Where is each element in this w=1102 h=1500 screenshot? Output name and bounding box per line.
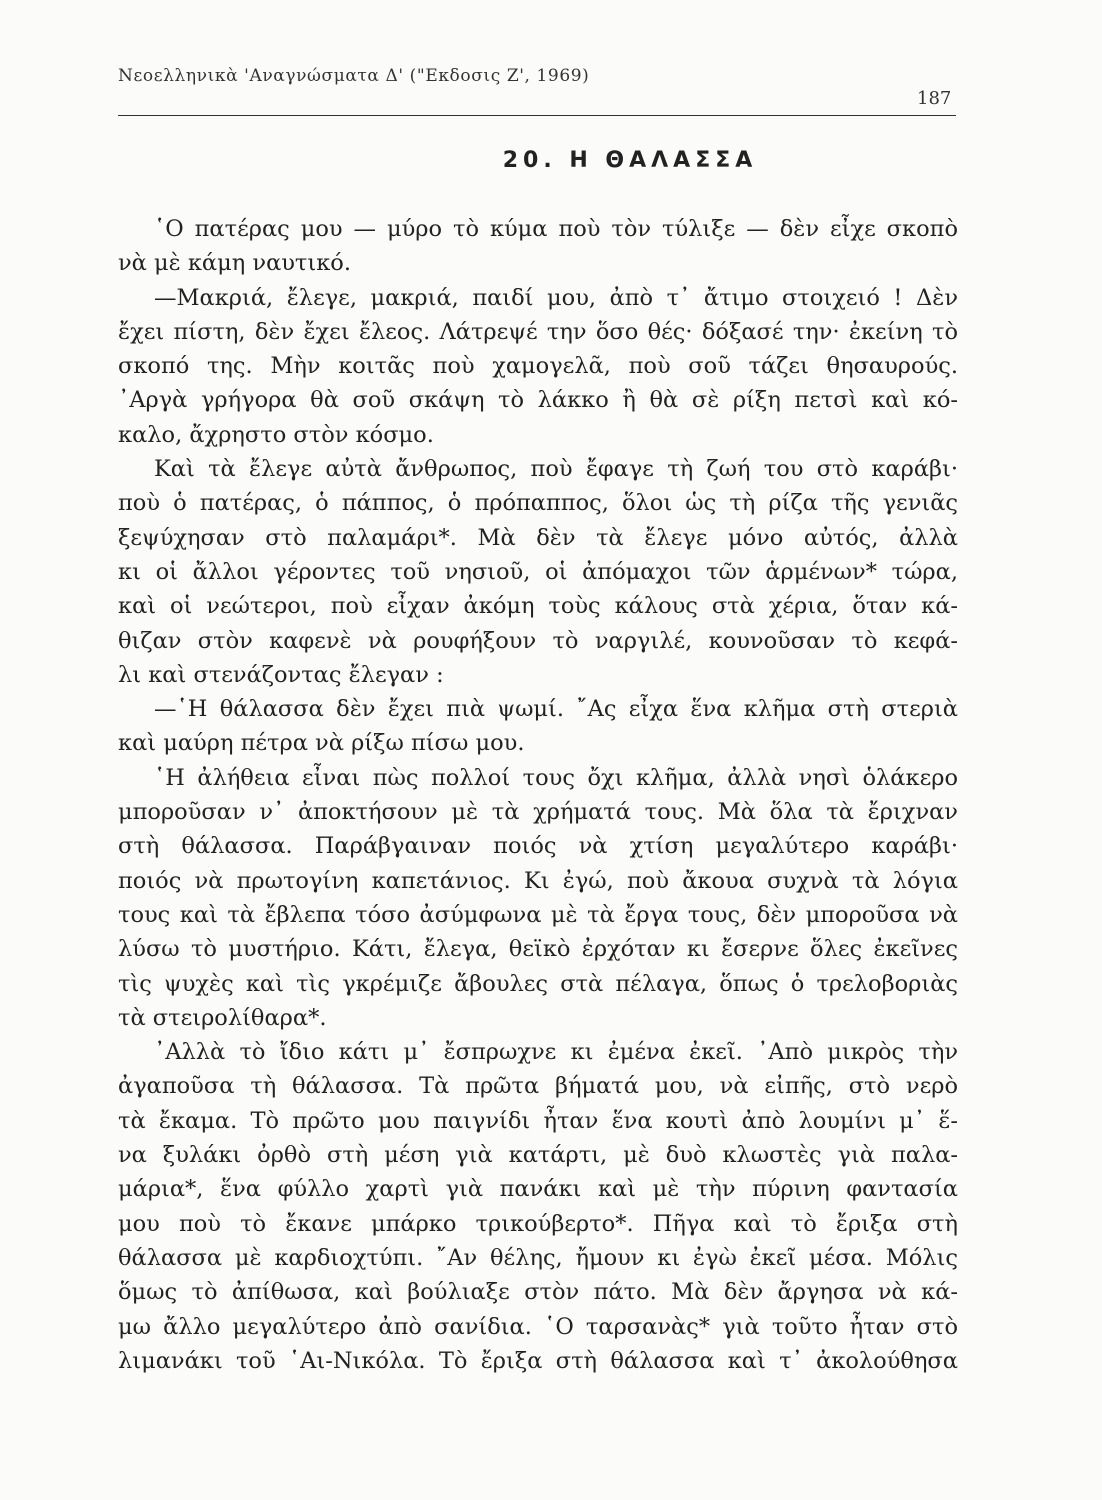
text-line: ποιός νὰ πρωτογίνη καπετάνιος. Κι ἐγώ, ποὺ ἄκουα συχνὰ τὰ λόγια xyxy=(118,867,958,894)
text-line: μποροῦσαν ν᾽ ἀποκτήσουν μὲ τὰ χρήματά τους. Μὰ ὅλα τὰ ἔριχναν xyxy=(118,799,958,826)
header-rule xyxy=(118,115,956,116)
text-line: θάλασσα μὲ καρδιοχτύπι. ῎Αν θέλης, ἤμουν κι ἐγὼ ἐκεῖ μέσα. Μόλις xyxy=(118,1244,958,1271)
text-line: καὶ οἱ νεώτεροι, ποὺ εἶχαν ἀκόμη τοὺς κάλους στὰ χέρια, ὅταν κά- xyxy=(118,593,958,620)
text-line: καὶ μαύρη πέτρα νὰ ρίξω πίσω μου. xyxy=(118,730,525,757)
text-line: ῾Η ἀλήθεια εἶναι πὼς πολλοί τους ὄχι κλῆμα, ἀλλὰ νησὶ ὁλάκερο xyxy=(154,764,958,791)
running-header: Νεοελληνικὰ 'Αναγνώσματα Δ' ("Εκδοσις Ζ', 1969) xyxy=(118,66,590,86)
text-line: τὰ στειρολίθαρα*. xyxy=(118,1004,327,1031)
text-line: λι καὶ στενάζοντας ἔλεγαν : xyxy=(118,661,444,688)
text-line: νὰ μὲ κάμη ναυτικό. xyxy=(118,250,351,277)
text-line: ῾Ο πατέρας μου — μύρο τὸ κύμα ποὺ τὸν τύλιξε — δὲν εἶχε σκοπὸ xyxy=(154,216,958,242)
text-line: ἔχει πίστη, δὲν ἔχει ἔλεος. Λάτρεψέ την ὅσο θές· δόξασέ την· ἐκείνη τὸ xyxy=(118,318,958,345)
text-line: —Μακριά, ἔλεγε, μακριά, παιδί μου, ἀπὸ τ᾽ ἄτιμο στοιχειό ! Δὲν xyxy=(154,284,958,311)
text-line: μου ποὺ τὸ ἔκανε μπάρκο τρικούβερτο*. Πῆγα καὶ τὸ ἔριξα στὴ xyxy=(118,1210,958,1237)
text-line: —῾Η θάλασσα δὲν ἔχει πιὰ ψωμί. ῎Ας εἶχα ἕνα κλῆμα στὴ στεριὰ xyxy=(154,696,958,723)
page-number: 187 xyxy=(917,88,952,109)
text-line: λιμανάκι τοῦ ῾Αι-Νικόλα. Τὸ ἔριξα στὴ θάλασσα καὶ τ᾽ ἀκολούθησα xyxy=(118,1347,958,1374)
text-line: τὰ ἔκαμα. Τὸ πρῶτο μου παιγνίδι ἦταν ἕνα κουτὶ ἀπὸ λουμίνι μ᾽ ἕ- xyxy=(118,1107,958,1134)
text-line: ᾽Αλλὰ τὸ ἴδιο κάτι μ᾽ ἔσπρωχνε κι ἐμένα ἐκεῖ. ᾽Απὸ μικρὸς τὴν xyxy=(154,1039,958,1066)
chapter-title-text: 20. Η ΘΑΛΑΣΣΑ xyxy=(502,148,758,173)
text-line: μω ἄλλο μεγαλύτερο ἀπὸ σανίδια. ῾Ο ταρσανὰς* γιὰ τοῦτο ἦταν στὸ xyxy=(118,1313,958,1340)
text-line: ᾽Αργὰ γρήγορα θὰ σοῦ σκάψη τὸ λάκκο ἢ θὰ σὲ ρίξη πετσὶ καὶ κό- xyxy=(118,387,958,414)
text-line: θιζαν στὸν καφενὲ νὰ ρουφήξουν τὸ ναργιλέ, κουνοῦσαν τὸ κεφά- xyxy=(118,627,958,654)
chapter-title xyxy=(0,148,1102,173)
body-text xyxy=(118,212,958,1378)
text-line: στὴ θάλασσα. Παράβγαιναν ποιός νὰ χτίση μεγαλύτερο καράβι· xyxy=(118,833,958,860)
text-line: Καὶ τὰ ἔλεγε αὐτὰ ἄνθρωπος, ποὺ ἔφαγε τὴ ζωή του στὸ καράβι· xyxy=(154,456,958,483)
text-line: λύσω τὸ μυστήριο. Κάτι, ἔλεγα, θεϊκὸ ἐρχόταν κι ἔσερνε ὅλες ἐκεῖνες xyxy=(118,936,958,963)
text-line: ἀγαποῦσα τὴ θάλασσα. Τὰ πρῶτα βήματά μου, νὰ εἰπῆς, στὸ νερὸ xyxy=(118,1073,958,1100)
text-line: κι οἱ ἄλλοι γέροντες τοῦ νησιοῦ, οἱ ἀπόμαχοι τῶν ἁρμένων* τώρα, xyxy=(118,558,958,585)
text-line: σκοπό της. Μὴν κοιτᾶς ποὺ χαμογελᾶ, ποὺ σοῦ τάζει θησαυρούς. xyxy=(118,353,958,380)
text-line: ὅμως τὸ ἀπίθωσα, καὶ βούλιαξε στὸν πάτο. Μὰ δὲν ἄργησα νὰ κά- xyxy=(118,1279,958,1306)
text-line: τους καὶ τὰ ἔβλεπα τόσο ἀσύμφωνα μὲ τὰ ἔργα τους, δὲν μποροῦσα νὰ xyxy=(118,901,958,928)
text-line: ποὺ ὁ πατέρας, ὁ πάππος, ὁ πρόπαππος, ὅλοι ὡς τὴ ρίζα τῆς γενιᾶς xyxy=(118,490,958,517)
text-line: να ξυλάκι ὀρθὸ στὴ μέση γιὰ κατάρτι, μὲ δυὸ κλωστὲς γιὰ παλα- xyxy=(118,1142,958,1169)
text-line: καλο, ἄχρηστο στὸν κόσμο. xyxy=(118,421,434,448)
text-line: ξεψύχησαν στὸ παλαμάρι*. Μὰ δὲν τὰ ἔλεγε μόνο αὐτός, ἀλλὰ xyxy=(118,524,958,551)
text-line: τὶς ψυχὲς καὶ τὶς γκρέμιζε ἄβουλες στὰ πέλαγα, ὅπως ὁ τρελοβοριὰς xyxy=(118,970,958,997)
text-line: μάρια*, ἕνα φύλλο χαρτὶ γιὰ πανάκι καὶ μὲ τὴν πύρινη φαντασία xyxy=(118,1176,958,1203)
